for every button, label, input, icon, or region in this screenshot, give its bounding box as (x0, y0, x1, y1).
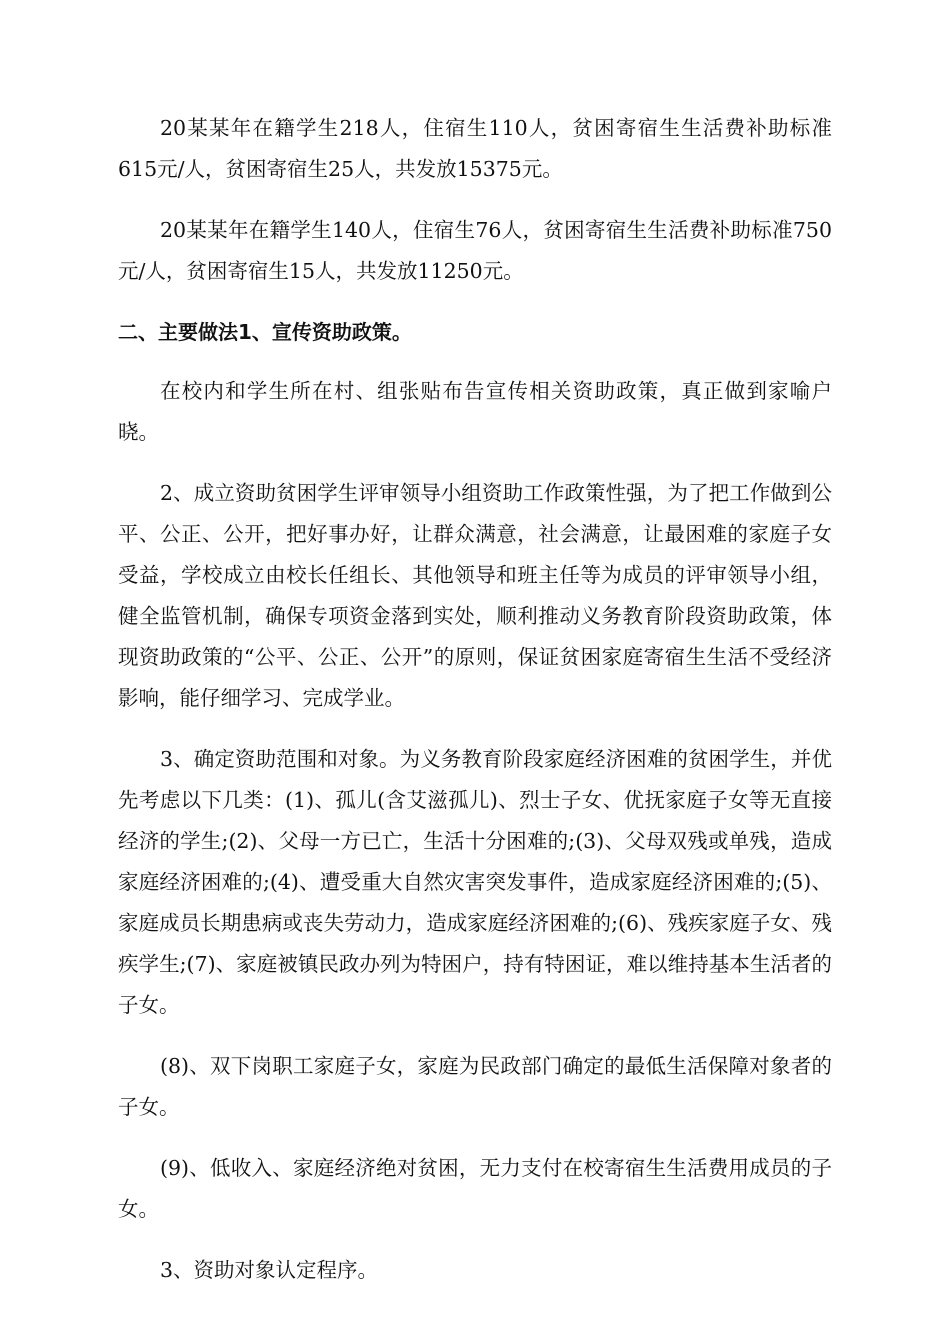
section-heading: 二、主要做法1、宣传资助政策。 (118, 320, 412, 344)
paragraph-review-group: 2、成立资助贫困学生评审领导小组资助工作政策性强，为了把工作做到公平、公正、公开，把好事办好，让群众满意，社会满意，让最困难的家庭子女受益，学校成立由校长任组长、其他领导和班主任等为成员的评审领导小组，健全监管机制，确保专项资金落到实处，顺利推动义务教育阶段资助政策，体现资助政策的“公平、公正、公开”的原则，保证贫困家庭寄宿生生活不受经济影响，能仔细学习、完成学业。 (118, 481, 832, 710)
paragraph-item-8: (8)、双下岗职工家庭子女，家庭为民政部门确定的最低生活保障对象者的子女。 (118, 1054, 832, 1119)
paragraph-scope-and-targets: 3、确定资助范围和对象。为义务教育阶段家庭经济困难的贫困学生，并优先考虑以下几类：(1)、孤儿(含艾滋孤儿)、烈士子女、优抚家庭子女等无直接经济的学生;(2)、父母一方已亡，生活十分困难的;(3)、父母双残或单残，造成家庭经济困难的;(4)、遭受重大自然灾害突发事件，造成家庭经济困难的;(5)、家庭成员长期患病或丧失劳动力，造成家庭经济困难的;(6)、残疾家庭子女、残疾学生;(7)、家庭被镇民政办列为特困户，持有特困证，难以维持基本生活者的子女。 (118, 747, 832, 1017)
paragraph-item-9: (9)、低收入、家庭经济绝对贫困，无力支付在校寄宿生生活费用成员的子女。 (118, 1156, 832, 1221)
paragraph-enrollment-year-2: 20某某年在籍学生140人，住宿生76人，贫困寄宿生生活费补助标准750元/人，贫困寄宿生15人，共发放11250元。 (118, 218, 832, 283)
paragraph-enrollment-year-1: 20某某年在籍学生218人，住宿生110人，贫困寄宿生生活费补助标准615元/人，贫困寄宿生25人，共发放15375元。 (118, 116, 832, 181)
paragraph-identification-procedure: 3、资助对象认定程序。 (160, 1258, 379, 1282)
paragraph-publicize-policy: 在校内和学生所在村、组张贴布告宣传相关资助政策，真正做到家喻户晓。 (118, 379, 832, 444)
